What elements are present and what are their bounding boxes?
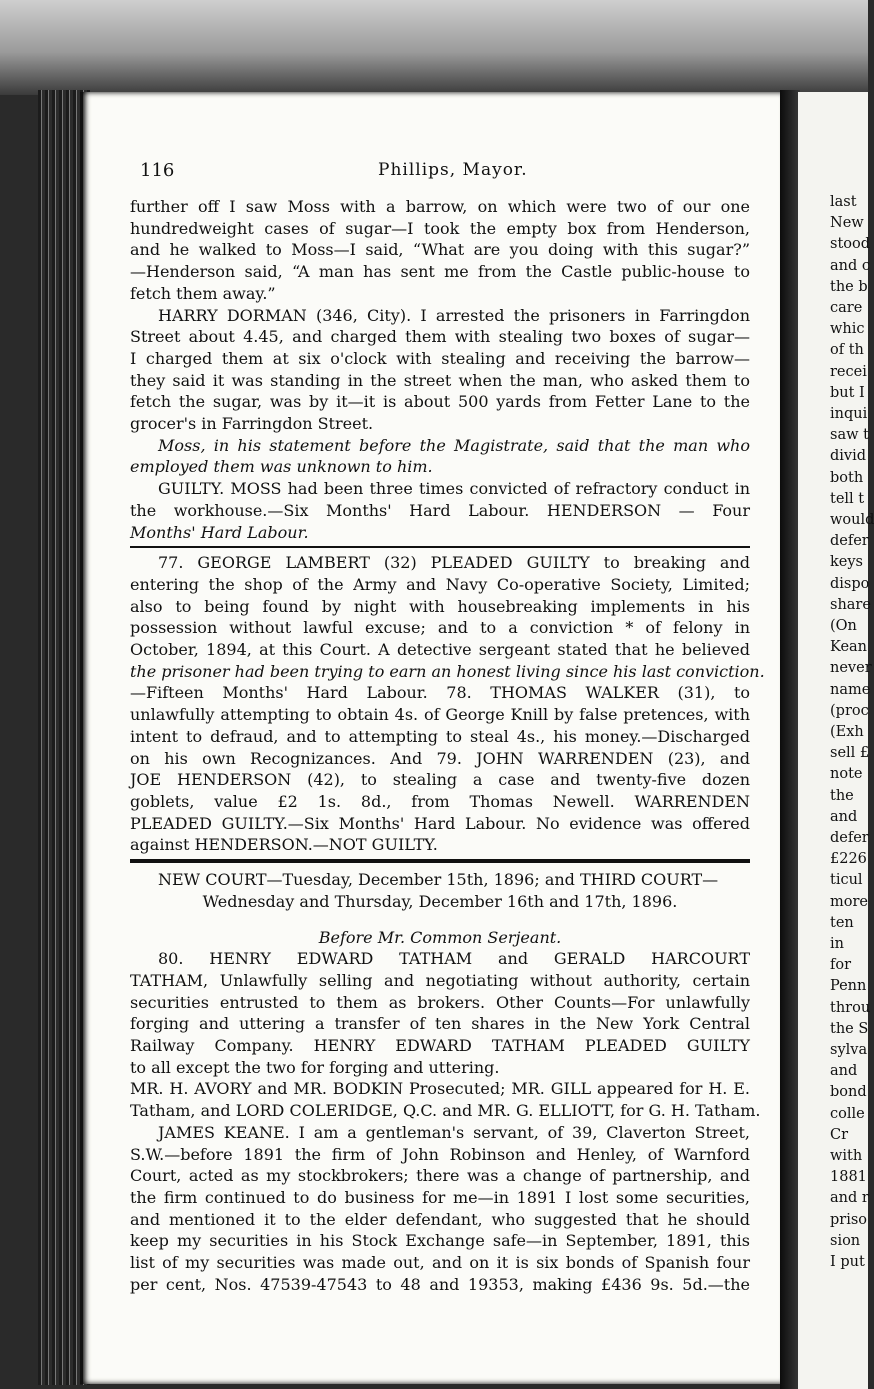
text-line: HARRY DORMAN (346, City). I arrested the prisoners in Farringdon <box>158 305 750 325</box>
text-line: and he walked to Moss—I said, “What are you doing with this sugar?” <box>130 240 750 260</box>
text-line: PLEADED GUILTY.—Six Months' Hard Labour. No evidence was offered <box>130 813 750 833</box>
section-rule <box>130 546 750 548</box>
text-line: Tatham, and LORD COLERIDGE, Q.C. and MR. G. ELLIOTT, for G. H. Tatham. <box>130 1101 761 1121</box>
running-head <box>378 160 528 180</box>
text-line: grocer's in Farringdon Street. <box>130 414 374 434</box>
text-line: also to being found by night with housebreaking implements in his <box>130 596 750 616</box>
right-page-fragment: more <box>830 893 868 910</box>
right-page-fragment: (On <box>830 618 857 634</box>
right-page-fragment: colle <box>830 1105 865 1122</box>
right-page-fragment: divid <box>830 448 867 465</box>
right-page-fragment: tell t <box>830 490 865 507</box>
right-page-fragment: inqui <box>830 406 868 422</box>
right-page-fragment: (proc <box>830 702 869 719</box>
text-line: Wednesday and Thursday, December 16th and 17th, 1896. <box>202 891 678 911</box>
text-line: further off I saw Moss with a barrow, on which were two of our one <box>130 197 750 216</box>
text-line: Railway Company. HENRY EDWARD TATHAM PLEADED GUILTY <box>130 1036 750 1056</box>
text-line: October, 1894, at this Court. A detective sergeant stated that he believed <box>130 640 750 660</box>
right-page-fragment: the <box>830 787 854 804</box>
text-line: —Fifteen Months' Hard Labour. 78. THOMAS WALKER (31), to <box>130 683 750 703</box>
right-page-fragment: note <box>830 766 863 783</box>
text-line: the workhouse.—Six Months' Hard Labour. HENDERSON — Four <box>130 500 750 520</box>
right-page-fragment: would <box>830 512 874 528</box>
right-page-fragment: care <box>830 300 863 316</box>
right-page-fragment: with <box>830 1148 863 1164</box>
text-line: goblets, value £2 1s. 8d., from Thomas Newell. WARRENDEN <box>130 791 750 811</box>
text-line: Court, acted as my stockbrokers; there was a change of partnership, and <box>130 1166 750 1186</box>
right-page-fragment: sylva <box>830 1042 868 1058</box>
page-header <box>140 160 750 188</box>
right-page-fragment: priso <box>830 1211 868 1228</box>
text-line: Moss, in his statement before the Magistrate, said that the man who <box>158 435 750 455</box>
text-line: hundredweight cases of sugar—I took the empty box from Henderson, <box>130 218 750 238</box>
text-line: to all except the two for forging and uttering. <box>130 1057 500 1077</box>
text-line: JAMES KEANE. I am a gentleman's servant, of 39, Claverton Street, <box>158 1122 750 1142</box>
page-number: 116 <box>140 160 175 181</box>
text-line: Street about 4.45, and charged them with stealing two boxes of sugar— <box>130 327 750 347</box>
book-edge-top <box>0 0 868 95</box>
right-page-fragment: defer <box>830 533 869 550</box>
text-line: NEW COURT—Tuesday, December 15th, 1896; and THIRD COURT— <box>158 870 719 890</box>
section-rule <box>130 859 750 863</box>
text-line: —Henderson said, “A man has sent me from the Castle public-house to <box>130 262 750 282</box>
right-page-fragment: stood <box>830 236 871 253</box>
text-line: TATHAM, Unlawfully selling and negotiating without authority, certain <box>130 970 750 990</box>
right-page-fragment: last <box>830 194 857 210</box>
right-page-fragment: Kean <box>830 639 868 656</box>
text-line: against HENDERSON.—NOT GUILTY. <box>130 835 438 855</box>
right-page-fragment: in <box>830 936 844 952</box>
right-page-fragment: name <box>830 681 871 698</box>
text-line: Months' Hard Labour. <box>130 522 309 542</box>
text-line: keep my securities in his Stock Exchange safe—in September, 1891, this <box>130 1231 750 1251</box>
book-gutter <box>780 90 800 1389</box>
text-line: 80. HENRY EDWARD TATHAM and GERALD HARCOURT <box>158 949 750 969</box>
text-line: intent to defraud, and to attempting to steal 4s., his money.—Discharged <box>130 726 750 746</box>
right-page-fragment: New <box>830 215 864 232</box>
right-page-fragment: the S <box>830 1020 869 1037</box>
text-line: the firm continued to do business for me—in 1891 I lost some securities, <box>130 1187 750 1207</box>
page-body <box>130 196 765 1295</box>
right-page-fragment: for <box>830 957 852 974</box>
right-page-fragment: and c <box>830 257 870 274</box>
right-page-fragment: the b <box>830 278 868 295</box>
right-page-fragment: keys <box>830 554 864 571</box>
right-page-fragment: share <box>830 596 871 613</box>
right-page-fragment: but I <box>830 384 865 401</box>
right-page-fragment: Cr <box>830 1126 849 1143</box>
text-line: fetch them away.” <box>130 283 276 303</box>
right-page-fragment: sell £ <box>830 745 870 762</box>
text-line: they said it was standing in the street when the man, who asked them to <box>130 370 750 390</box>
right-page-fragment: 1881 <box>830 1169 867 1186</box>
text-line: per cent, Nos. 47539-47543 to 48 and 19353, making £436 9s. 5d.—the <box>130 1274 750 1294</box>
spacer <box>130 913 750 927</box>
text-line: entering the shop of the Army and Navy Co-operative Society, Limited; <box>130 574 750 594</box>
right-page-fragment: and <box>830 1063 858 1080</box>
right-page-fragment: £226 <box>830 851 867 868</box>
right-page-fragment: of th <box>830 342 864 359</box>
right-page-fragment: both <box>830 469 864 486</box>
text-line: forging and uttering a transfer of ten shares in the New York Central <box>130 1014 750 1034</box>
right-page-fragment: bond <box>830 1084 867 1101</box>
right-page-fragment: I put <box>830 1254 865 1270</box>
right-page <box>798 92 874 1389</box>
running-head-text: Phillips, Mayor. <box>378 160 528 180</box>
right-page-fragment: sion <box>830 1232 861 1249</box>
text-line: unlawfully attempting to obtain 4s. of George Knill by false pretences, with <box>130 705 750 725</box>
right-page-fragment: Penn <box>830 978 867 995</box>
text-line: S.W.—before 1891 the firm of John Robinson and Henley, of Warnford <box>130 1144 750 1164</box>
text-line: the prisoner had been trying to earn an honest living since his last conviction. <box>130 661 765 681</box>
text-line: GUILTY. MOSS had been three times convicted of refractory conduct in <box>158 479 750 499</box>
text-line: 77. GEORGE LAMBERT (32) PLEADED GUILTY to breaking and <box>158 553 750 573</box>
right-page-fragment: throu <box>830 999 871 1016</box>
text-line: JOE HENDERSON (42), to stealing a case and twenty-five dozen <box>130 770 750 790</box>
text-line: MR. H. AVORY and MR. BODKIN Prosecuted; MR. GILL appeared for H. E. <box>130 1079 750 1099</box>
right-page-fragment: and r <box>830 1190 869 1207</box>
right-page-fragment: never <box>830 660 872 677</box>
right-page-fragment: ticul <box>830 872 863 889</box>
right-page-fragment: recei <box>830 363 867 380</box>
text-line: employed them was unknown to him. <box>130 457 433 477</box>
text-line: Before Mr. Common Serjeant. <box>318 927 562 947</box>
right-page-fragment: and <box>830 808 858 825</box>
right-page-fragment: saw t <box>830 427 869 444</box>
right-page-fragment: ten <box>830 914 854 931</box>
text-line: list of my securities was made out, and on it is six bonds of Spanish four <box>130 1253 750 1273</box>
text-line: and mentioned it to the elder defendant, who suggested that he should <box>130 1209 750 1229</box>
right-page-fragment: (Exh <box>830 724 864 740</box>
right-page-fragment: dispo <box>830 575 870 592</box>
right-page-fragment: defer <box>830 830 869 846</box>
text-line: on his own Recognizances. And 79. JOHN WARRENDEN (23), and <box>130 748 750 768</box>
text-line: fetch the sugar, was by it—it is about 500 yards from Fetter Lane to the <box>130 392 750 412</box>
text-line: securities entrusted to them as brokers. Other Counts—For unlawfully <box>130 992 750 1012</box>
text-line: possession without lawful excuse; and to a conviction * of felony in <box>130 618 750 638</box>
text-line: I charged them at six o'clock with stealing and receiving the barrow— <box>130 348 750 368</box>
right-page-fragment: whic <box>830 321 865 338</box>
